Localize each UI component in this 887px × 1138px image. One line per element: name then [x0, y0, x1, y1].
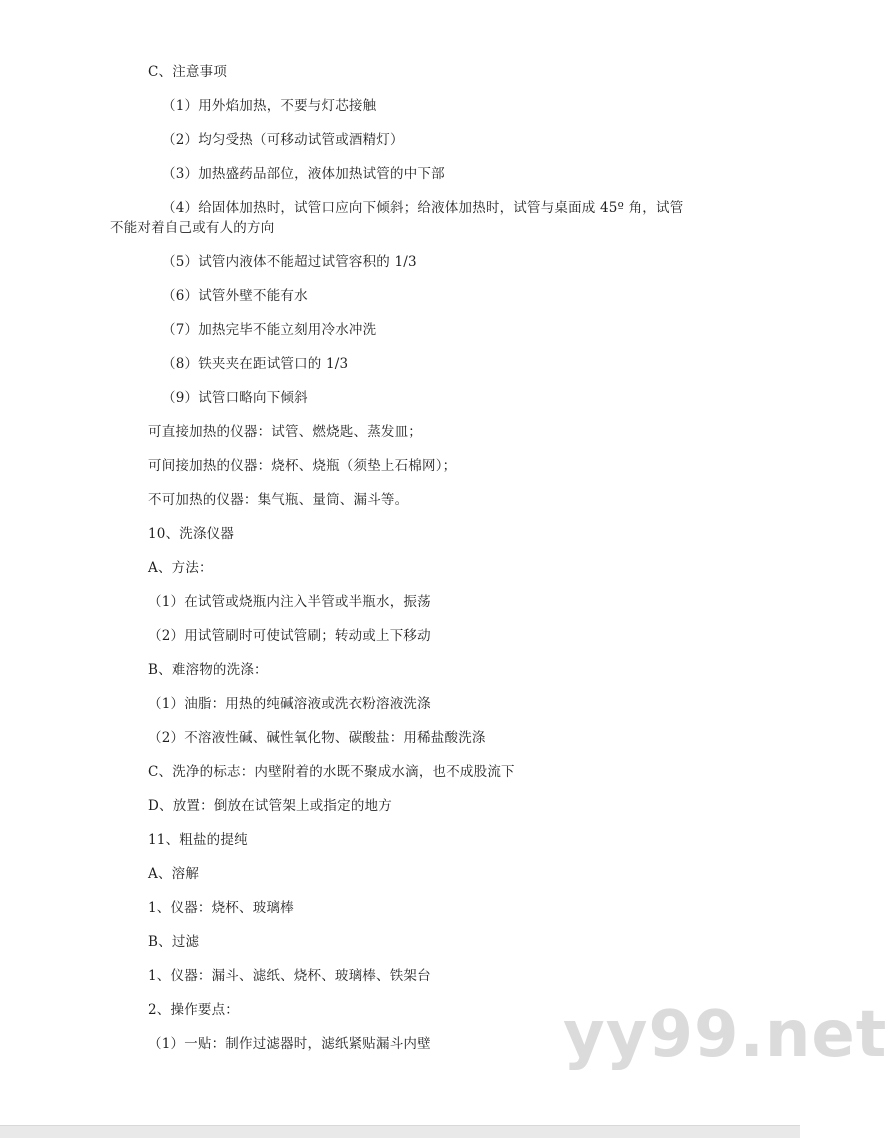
text-line: 可间接加热的仪器：烧杯、烧瓶（须垫上石棉网）； — [148, 458, 457, 474]
page-bottom-edge — [0, 1125, 800, 1138]
text-line: C、注意事项 — [148, 64, 228, 80]
text-line: A、溶解 — [148, 866, 200, 882]
text-line: 可直接加热的仪器：试管、燃烧匙、蒸发皿； — [148, 424, 422, 440]
text-line: （6）试管外壁不能有水 — [162, 288, 308, 304]
text-line: （7）加热完毕不能立刻用冷水冲洗 — [162, 322, 377, 338]
text-line: D、放置：倒放在试管架上或指定的地方 — [148, 798, 392, 814]
text-line: （1）在试管或烧瓶内注入半管或半瓶水，振荡 — [148, 594, 431, 610]
text-line: C、洗净的标志：内壁附着的水既不聚成水滴，也不成股流下 — [148, 764, 515, 780]
text-line: （5）试管内液体不能超过试管容积的 1/3 — [162, 254, 417, 270]
text-line: （2）用试管刷时可使试管刷；转动或上下移动 — [148, 628, 431, 644]
text-line: （9）试管口略向下倾斜 — [162, 390, 308, 406]
text-line: 不可加热的仪器：集气瓶、量筒、漏斗等。 — [148, 492, 409, 508]
text-line: （2）不溶液性碱、碱性氧化物、碳酸盐：用稀盐酸洗涤 — [148, 730, 486, 746]
text-line: （1）油脂：用热的纯碱溶液或洗衣粉溶液洗涤 — [148, 696, 431, 712]
text-line: 1、仪器：漏斗、滤纸、烧杯、玻璃棒、铁架台 — [148, 968, 431, 984]
text-line: 不能对着自己或有人的方向 — [110, 220, 275, 236]
text-line: B、过滤 — [148, 934, 200, 950]
text-line: （4）给固体加热时，试管口应向下倾斜；给液体加热时，试管与桌面成 45º 角，试管 — [162, 200, 684, 216]
text-line: 2、操作要点： — [148, 1002, 239, 1018]
text-line: （1）一贴：制作过滤器时，滤纸紧贴漏斗内壁 — [148, 1036, 431, 1052]
text-line: B、难溶物的洗涤： — [148, 662, 268, 678]
text-line: （2）均匀受热（可移动试管或酒精灯） — [162, 132, 404, 148]
text-line: （1）用外焰加热，不要与灯芯接触 — [162, 98, 377, 114]
text-line: 1、仪器：烧杯、玻璃棒 — [148, 900, 294, 916]
watermark: yy99.net — [563, 998, 887, 1072]
text-line: A、方法： — [148, 560, 213, 576]
text-line: 11、粗盐的提纯 — [148, 832, 248, 848]
text-line: （3）加热盛药品部位，液体加热试管的中下部 — [162, 166, 445, 182]
text-line: （8）铁夹夹在距试管口的 1/3 — [162, 356, 349, 372]
text-line: 10、洗涤仪器 — [148, 526, 235, 542]
